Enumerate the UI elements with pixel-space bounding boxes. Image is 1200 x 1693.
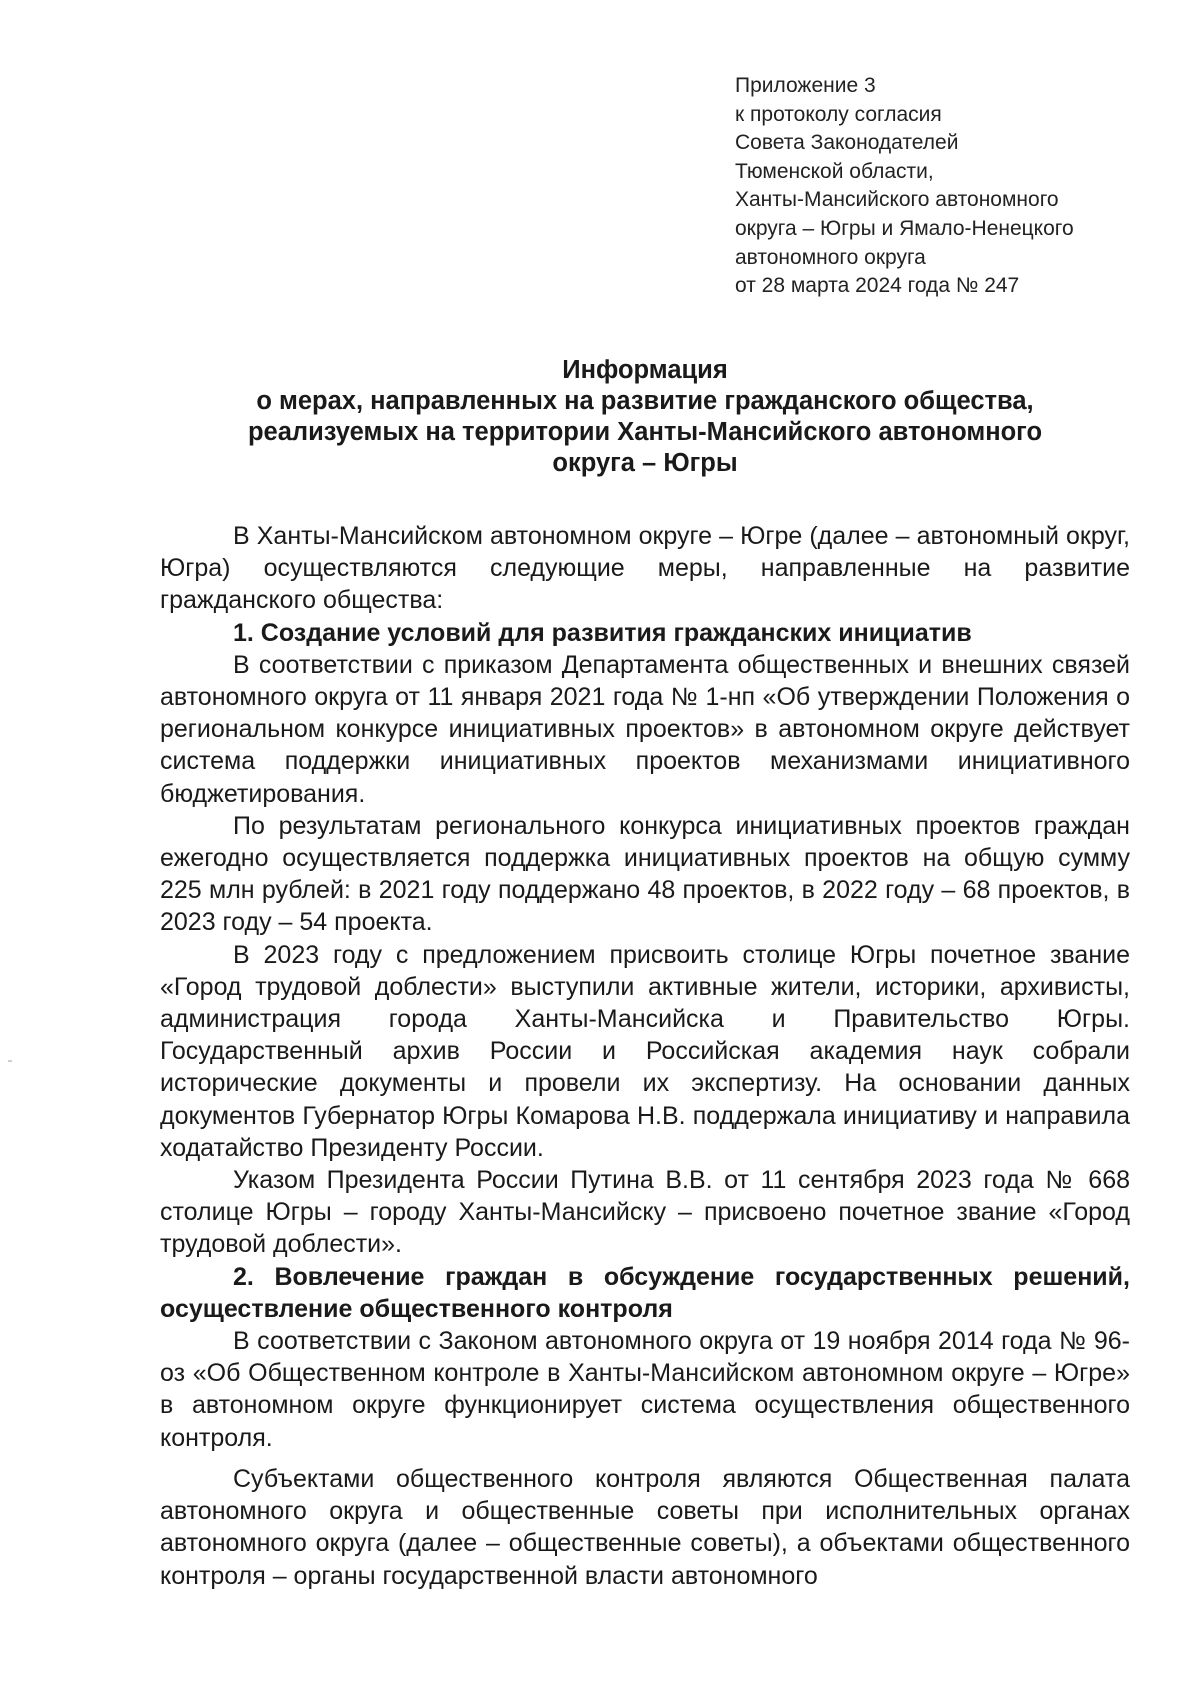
appendix-line: округа – Югры и Ямало-Ненецкого: [735, 216, 1074, 240]
title-line: округа – Югры: [552, 449, 738, 477]
document-body: [160, 520, 1130, 1592]
appendix-line: автономного округа: [735, 245, 926, 269]
section-heading-1: 1. Создание условий для развития гражданских инициатив: [233, 618, 972, 647]
document-title: [160, 355, 1130, 479]
body-paragraph: В соответствии с приказом Департамента общественных и внешних связей автономного округа от 11 января 2021 года № 1-нп «Об утверждении Положения о региональном конкурсе инициативных проектов» в автономном округе действует система поддержки инициативных проектов механизмами инициативного бюджетирования.: [160, 650, 1130, 808]
body-paragraph: В 2023 году с предложением присвоить столице Югры почетное звание «Город трудовой доблести» выступили активные жители, историки, архивисты, администрация города Ханты-Мансийска и Правительство Югры. Государственный архив России и Российская академия наук собрали исторические документы и провели их экспертизу. На основании данных документов Губернатор Югры Комарова Н.В. поддержала инициативу и направила ходатайство Президенту России.: [160, 940, 1130, 1162]
title-line: реализуемых на территории Ханты-Мансийского автономного: [247, 418, 1043, 446]
title-line: о мерах, направленных на развитие гражданского общества,: [256, 387, 1034, 415]
body-paragraph: По результатам регионального конкурса инициативных проектов граждан ежегодно осуществляется поддержка инициативных проектов на общую сумму 225 млн рублей: в 2021 году поддержано 48 проектов, в 2022 году – 68 проектов, в 2023 году – 54 проекта.: [160, 811, 1130, 937]
title-line: Информация: [562, 356, 728, 384]
section-heading-2: 2. Вовлечение граждан в обсуждение государственных решений, осуществление общественного контроля: [160, 1262, 1130, 1323]
appendix-header: [735, 72, 1155, 301]
appendix-line: Тюменской области,: [735, 159, 934, 183]
body-paragraph: Указом Президента России Путина В.В. от 11 сентября 2023 года № 668 столице Югры – городу Ханты-Мансийску – присвоено почетное звание «Город трудовой доблести».: [160, 1166, 1130, 1259]
body-paragraph: В соответствии с Законом автономного округа от 19 ноября 2014 года № 96-оз «Об Общественном контроле в Ханты-Мансийском автономном округе – Югре» в автономном округе функционирует система осуществления общественного контроля.: [160, 1327, 1130, 1452]
appendix-line: от 28 марта 2024 года № 247: [735, 274, 1020, 298]
appendix-line: Ханты-Мансийского автономного: [735, 188, 1059, 212]
intro-paragraph: В Ханты-Мансийском автономном округе – Югре (далее – автономный округ, Югра) осуществляются следующие меры, направленные на развитие гражданского общества:: [160, 522, 1130, 615]
appendix-line: Совета Законодателей: [735, 131, 959, 155]
body-paragraph: Субъектами общественного контроля являются Общественная палата автономного округа и общественные советы при исполнительных органах автономного округа (далее – общественные советы), а объектами общественного контроля – органы государственной власти автономного: [160, 1464, 1130, 1590]
appendix-line: к протоколу согласия: [735, 102, 942, 126]
scan-margin-mark: [8, 1060, 12, 1062]
appendix-line: Приложение 3: [735, 74, 876, 97]
